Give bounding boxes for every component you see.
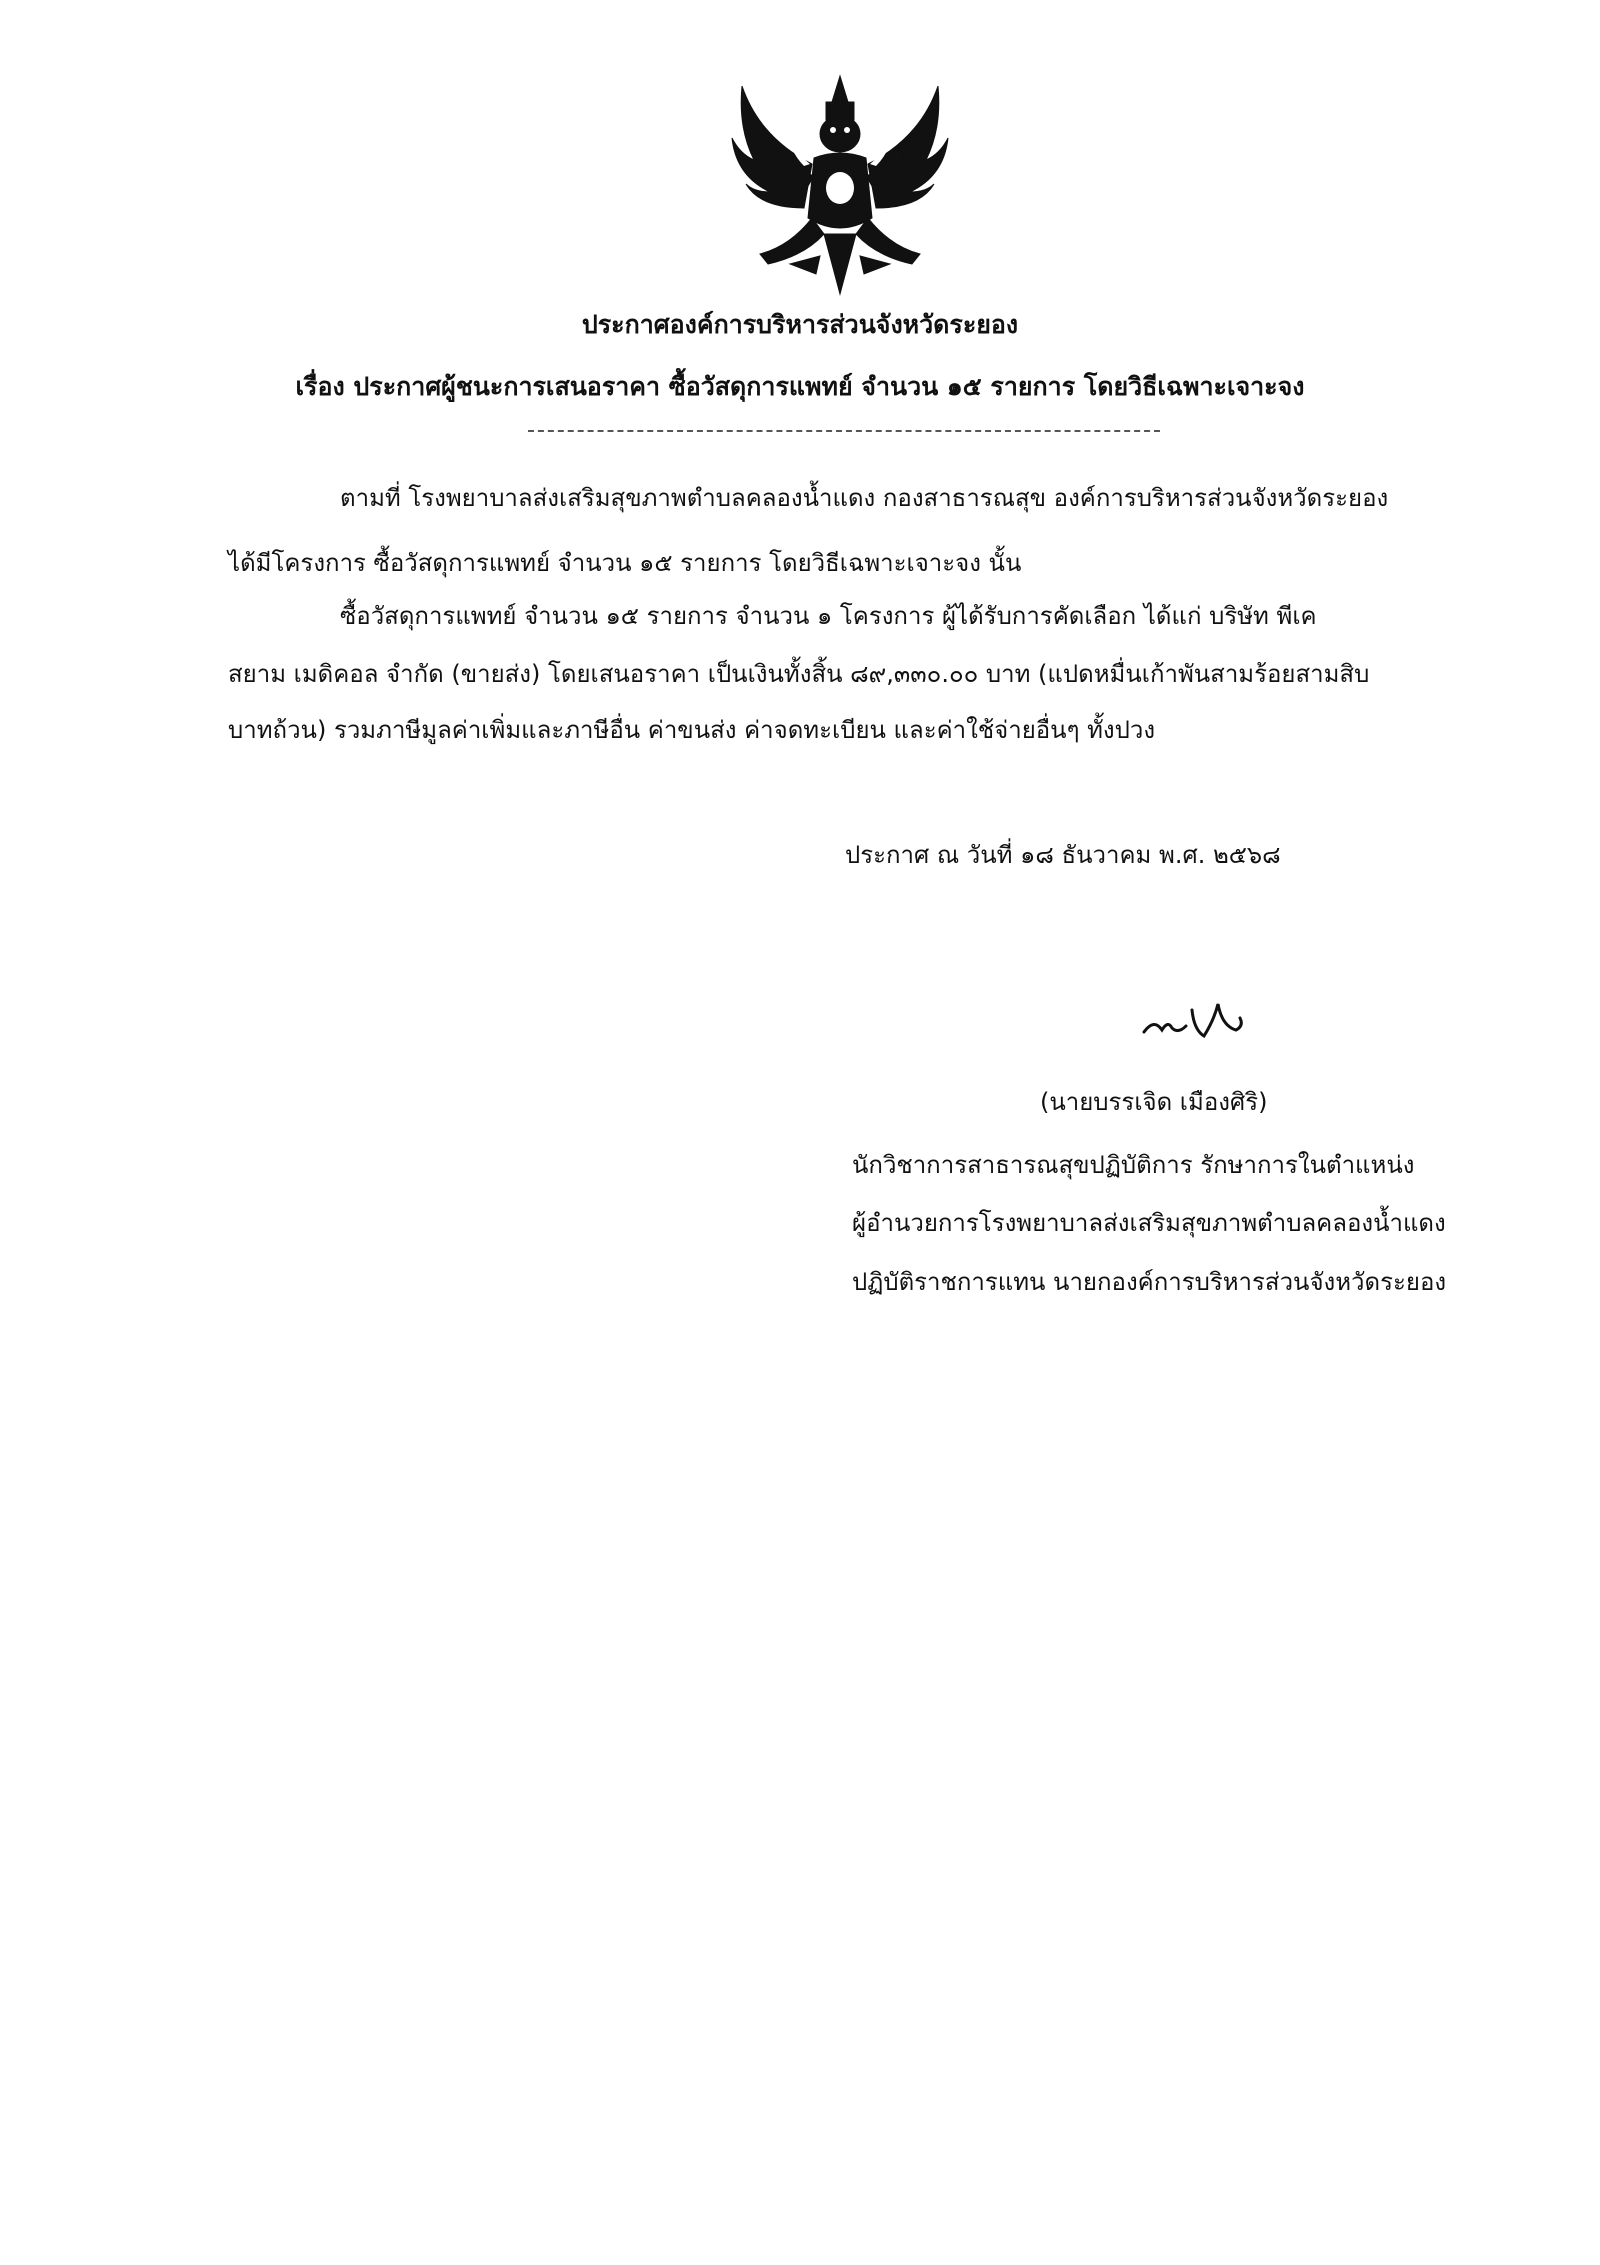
body-paragraph-line: บาทถ้วน) รวมภาษีมูลค่าเพิ่มและภาษีอื่น ค่าขนส่ง ค่าจดทะเบียน และค่าใช้จ่ายอื่นๆ ทั้งปวง [228,716,1156,744]
signer-name: (นายบรรเจิด เมืองศิริ) [1040,1088,1268,1116]
signer-position-line: ผู้อำนวยการโรงพยาบาลส่งเสริมสุขภาพตำบลคลองน้ำแดง [852,1209,1446,1237]
signer-position-line: ปฏิบัติราชการแทน นายกองค์การบริหารส่วนจังหวัดระยอง [852,1268,1447,1296]
signature-icon [1132,990,1272,1050]
body-paragraph-line: สยาม เมดิคอล จำกัด (ขายส่ง) โดยเสนอราคา เป็นเงินทั้งสิ้น ๘๙,๓๓๐.๐๐ บาท (แปดหมื่นเก้าพันสามร้อยสามสิบ [228,660,1370,688]
body-paragraph-line: ได้มีโครงการ ซื้อวัสดุการแพทย์ จำนวน ๑๕ รายการ โดยวิธีเฉพาะเจาะจง นั้น [228,549,1022,577]
announcement-date: ประกาศ ณ วันที่ ๑๘ ธันวาคม พ.ศ. ๒๕๖๘ [845,841,1281,869]
announcement-subject: เรื่อง ประกาศผู้ชนะการเสนอราคา ซื้อวัสดุการแพทย์ จำนวน ๑๕ รายการ โดยวิธีเฉพาะเจาะจง [295,372,1305,401]
title-divider [528,430,1160,432]
announcement-title: ประกาศองค์การบริหารส่วนจังหวัดระยอง [581,310,1019,339]
garuda-emblem-icon [720,68,960,300]
body-paragraph-line: ตามที่ โรงพยาบาลส่งเสริมสุขภาพตำบลคลองน้ำแดง กองสาธารณสุข องค์การบริหารส่วนจังหวัดระยอง [340,484,1389,512]
signer-position-line: นักวิชาการสาธารณสุขปฏิบัติการ รักษาการในตำแหน่ง [852,1151,1415,1179]
body-paragraph-line: ซื้อวัสดุการแพทย์ จำนวน ๑๕ รายการ จำนวน ๑ โครงการ ผู้ได้รับการคัดเลือก ได้แก่ บริษัท พีเค [340,602,1317,630]
